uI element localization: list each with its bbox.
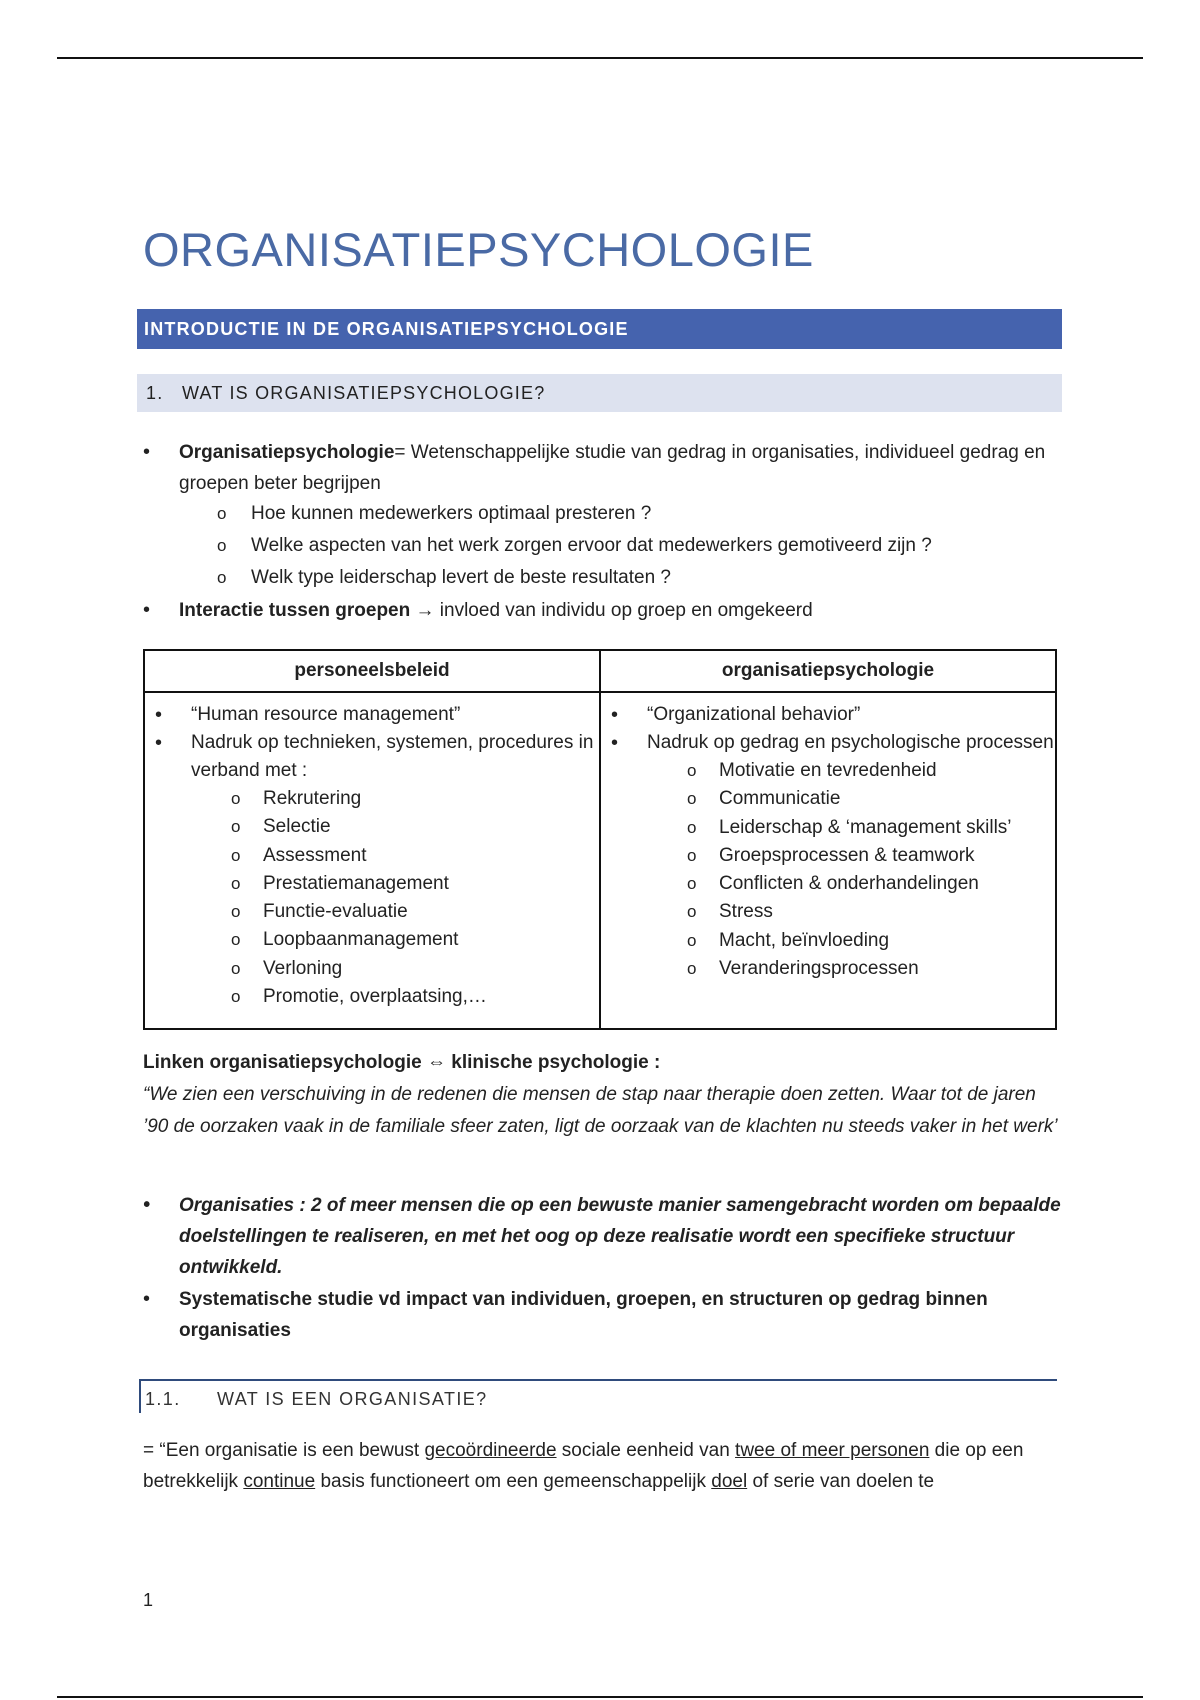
underlined-term: twee of meer personen bbox=[735, 1440, 930, 1461]
links-quote: “We zien een verschuiving in de redenen die mensen de stap naar therapie doen zetten. Waar tot de jaren ’90 de oorzaken vaak in de familiale sfeer zaten, ligt de oorzaak van de klachten nu steeds vaker in het werk’ bbox=[143, 1084, 1058, 1137]
text-run: of serie van doelen te bbox=[747, 1471, 935, 1492]
section-heading-1-1 bbox=[139, 1379, 1057, 1413]
organisations-definition: • Organisaties : 2 of meer mensen die op een bewuste manier samengebracht worden om bepaalde doelstellingen te realiseren, en met het oog op deze realisatie wordt een specifieke structuur ontwikkeld. bbox=[143, 1190, 1063, 1283]
footer-rule bbox=[57, 1696, 1143, 1698]
table-subitem: o Promotie, overplaatsing,… bbox=[153, 983, 599, 1011]
interaction-bullet bbox=[143, 595, 1063, 626]
table-subitem: o Verloning bbox=[153, 955, 599, 983]
table-header-right: organisatiepsychologie bbox=[600, 650, 1056, 692]
intro-list bbox=[143, 437, 1063, 626]
table-subitem: o Assessment bbox=[153, 842, 599, 870]
table-subitem: o Motivatie en tevredenheid bbox=[609, 757, 1055, 785]
interaction-text: invloed van individu op groep en omgekeerd bbox=[434, 600, 813, 621]
table-subitem: o Macht, beïnvloeding bbox=[609, 927, 1055, 955]
underlined-term: doel bbox=[711, 1471, 748, 1492]
links-paragraph bbox=[143, 1047, 1063, 1143]
table-subitem: o Leiderschap & ‘management skills’ bbox=[609, 814, 1055, 842]
arrow-icon: → bbox=[415, 600, 435, 621]
table-subitem: o Communicatie bbox=[609, 785, 1055, 813]
text-run: sociale eenheid van bbox=[556, 1440, 736, 1461]
underlined-term: gecoördineerde bbox=[424, 1440, 557, 1461]
section-number: 1. bbox=[146, 383, 164, 403]
table-bullet: • “Human resource management” bbox=[153, 701, 599, 729]
table-cell-left bbox=[144, 692, 600, 1029]
table-subitem: o Loopbaanmanagement bbox=[153, 926, 599, 954]
definition-term: Organisatiepsychologie bbox=[179, 442, 395, 463]
question-item: o Welke aspecten van het werk zorgen ervoor dat medewerkers gemotiveerd zijn ? bbox=[143, 530, 1063, 562]
table-subitem: o Conflicten & onderhandelingen bbox=[609, 870, 1055, 898]
section-title: WAT IS EEN ORGANISATIE? bbox=[217, 1389, 488, 1409]
table-subitem: o Groepsprocessen & teamwork bbox=[609, 842, 1055, 870]
table-bullet: • “Organizational behavior” bbox=[609, 701, 1055, 729]
text-run: basis functioneert om een gemeenschappelijk bbox=[315, 1471, 712, 1492]
links-heading-text: Linken organisatiepsychologie ⇔ klinische psychologie : bbox=[143, 1052, 661, 1073]
systematic-study-text: Systematische studie vd impact van individuen, groepen, en structuren op gedrag binnen organisaties bbox=[179, 1289, 988, 1341]
section-number: 1.1. bbox=[145, 1389, 181, 1409]
header-rule bbox=[57, 57, 1143, 59]
definition-bullet bbox=[143, 437, 1063, 499]
table-header-left: personeelsbeleid bbox=[144, 650, 600, 692]
question-item: o Welk type leiderschap levert de beste resultaten ? bbox=[143, 562, 1063, 594]
table-bullet: • Nadruk op gedrag en psychologische processen bbox=[609, 729, 1055, 757]
table-subitem: o Selectie bbox=[153, 813, 599, 841]
definition-text: = Wetenschappelijke studie van gedrag in organisaties, individueel gedrag en groepen beter begrijpen bbox=[179, 442, 1046, 494]
table-bullet: • Nadruk op technieken, systemen, procedures in verband met : bbox=[153, 729, 599, 785]
organisation-definition-paragraph bbox=[143, 1435, 1063, 1497]
section-heading-1 bbox=[137, 374, 1062, 412]
table-subitem: o Prestatiemanagement bbox=[153, 870, 599, 898]
table-subitem: o Stress bbox=[609, 898, 1055, 926]
table-subitem: o Veranderingsprocessen bbox=[609, 955, 1055, 983]
table-subitem: o Functie-evaluatie bbox=[153, 898, 599, 926]
section-banner: INTRODUCTIE IN DE ORGANISATIEPSYCHOLOGIE bbox=[137, 309, 1062, 349]
underlined-term: continue bbox=[243, 1471, 316, 1492]
table-body-row bbox=[144, 692, 1056, 1029]
table-subitem: o Rekrutering bbox=[153, 785, 599, 813]
table-cell-right bbox=[600, 692, 1056, 1029]
section-title: WAT IS ORGANISATIEPSYCHOLOGIE? bbox=[182, 383, 546, 403]
document-title: ORGANISATIEPSYCHOLOGIE bbox=[143, 223, 814, 276]
systematic-study-bullet bbox=[143, 1284, 1063, 1346]
text-run: = “Een organisatie is een bewust bbox=[143, 1440, 425, 1461]
question-item: o Hoe kunnen medewerkers optimaal presteren ? bbox=[143, 498, 1063, 530]
table-header-row bbox=[144, 650, 1056, 692]
interaction-term: Interactie tussen groepen bbox=[179, 600, 411, 621]
text-run: die op een betrekkelijk bbox=[143, 1440, 1024, 1492]
links-heading bbox=[143, 1047, 1063, 1079]
page-number: 1 bbox=[143, 1590, 154, 1610]
organisations-list bbox=[143, 1190, 1063, 1346]
comparison-table bbox=[143, 649, 1057, 1030]
